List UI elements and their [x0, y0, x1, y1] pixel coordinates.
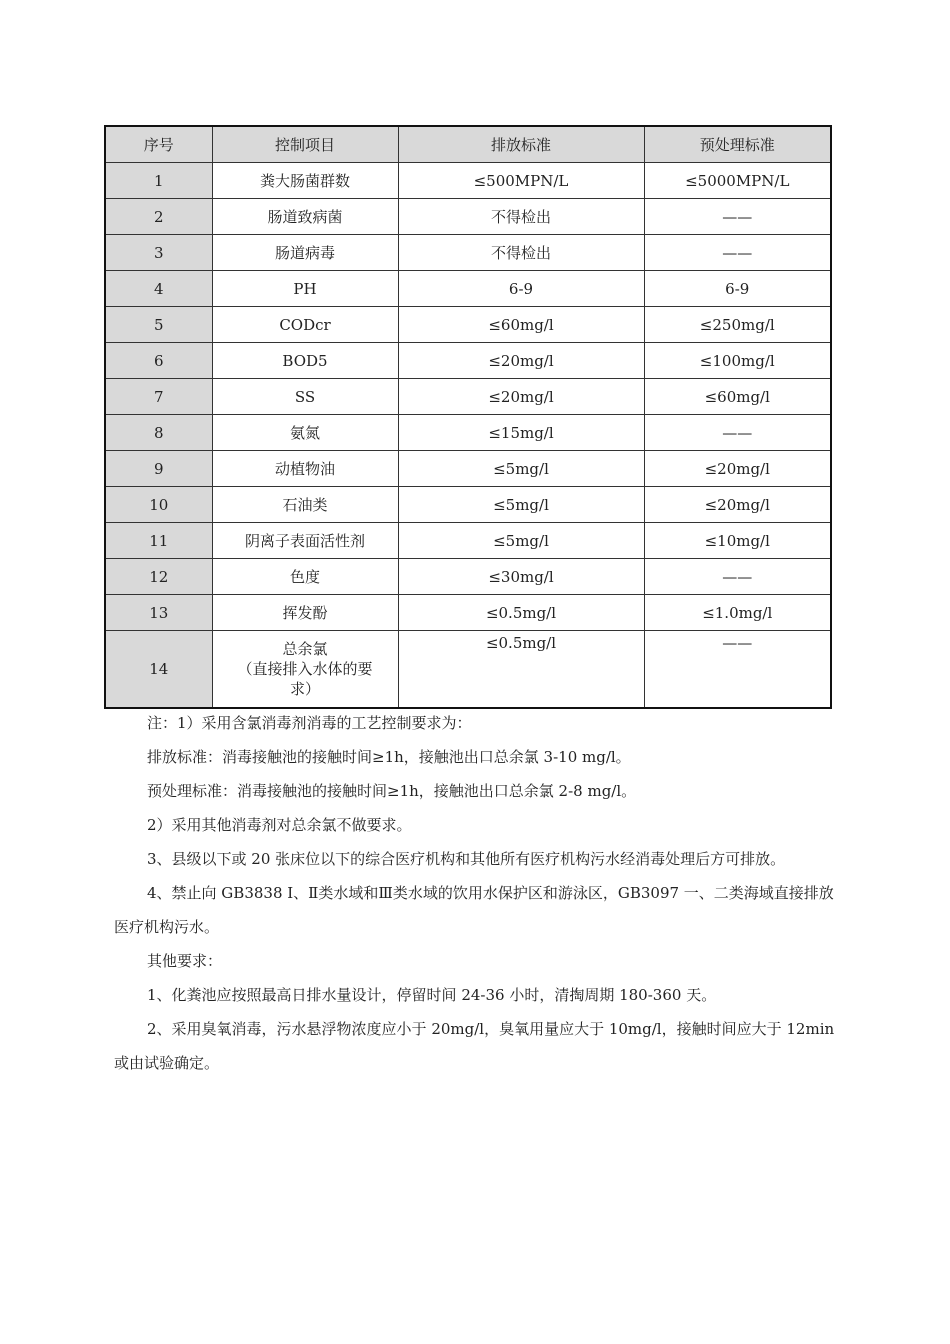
row-item: 粪大肠菌群数	[212, 163, 398, 199]
row-pretreatment: ——	[644, 631, 831, 709]
row-no: 8	[105, 415, 212, 451]
row-discharge: ≤5mg/l	[398, 523, 644, 559]
row-item: 色度	[212, 559, 398, 595]
row-pretreatment: ——	[644, 199, 831, 235]
table-row	[105, 199, 831, 235]
note-paragraph: 注：1）采用含氯消毒剂消毒的工艺控制要求为：	[147, 714, 472, 732]
row-item: 肠道致病菌	[212, 199, 398, 235]
row-discharge: ≤20mg/l	[398, 343, 644, 379]
row-no: 5	[105, 307, 212, 343]
notes-section	[114, 706, 840, 1080]
row-discharge: ≤15mg/l	[398, 415, 644, 451]
row-pretreatment: 6-9	[644, 271, 831, 307]
note-paragraph: 2、采用臭氧消毒，污水悬浮物浓度应小于 20mg/l，臭氧用量应大于 10mg/l，接触时间应大于 12min 或由试验确定。	[114, 1020, 835, 1072]
row-item: CODcr	[212, 307, 398, 343]
row-no: 10	[105, 487, 212, 523]
standards-table	[104, 125, 832, 709]
row-discharge: ≤30mg/l	[398, 559, 644, 595]
row-item: PH	[212, 271, 398, 307]
row-item-line: （直接排入水体的要	[237, 660, 373, 678]
row-item	[212, 631, 398, 709]
header-item: 控制项目	[212, 126, 398, 163]
row-no: 6	[105, 343, 212, 379]
row-no: 7	[105, 379, 212, 415]
row-item-line: 求）	[289, 680, 320, 698]
table-row	[105, 271, 831, 307]
row-pretreatment: ≤20mg/l	[644, 487, 831, 523]
table-row	[105, 163, 831, 199]
note-paragraph: 排放标准：消毒接触池的接触时间≥1h，接触池出口总余氯 3-10 mg/l。	[147, 748, 631, 766]
row-discharge: ≤5mg/l	[398, 487, 644, 523]
header-discharge: 排放标准	[398, 126, 644, 163]
row-item: 动植物油	[212, 451, 398, 487]
row-discharge: ≤60mg/l	[398, 307, 644, 343]
row-discharge: ≤0.5mg/l	[398, 631, 644, 709]
row-discharge: ≤5mg/l	[398, 451, 644, 487]
row-discharge: ≤20mg/l	[398, 379, 644, 415]
row-pretreatment: ——	[644, 415, 831, 451]
table-row	[105, 379, 831, 415]
table-row	[105, 631, 831, 709]
note-paragraph: 其他要求：	[147, 952, 223, 970]
note-paragraph: 1、化粪池应按照最高日排水量设计，停留时间 24-36 小时，清掏周期 180-360 天。	[147, 986, 717, 1004]
row-pretreatment: ——	[644, 559, 831, 595]
row-pretreatment: ≤20mg/l	[644, 451, 831, 487]
row-pretreatment: ≤5000MPN/L	[644, 163, 831, 199]
row-pretreatment: ≤100mg/l	[644, 343, 831, 379]
row-item: SS	[212, 379, 398, 415]
row-item: 挥发酚	[212, 595, 398, 631]
note-paragraph: 2）采用其他消毒剂对总余氯不做要求。	[147, 816, 412, 834]
note-paragraph: 3、县级以下或 20 张床位以下的综合医疗机构和其他所有医疗机构污水经消毒处理后方可排放。	[147, 850, 786, 868]
row-discharge: 不得检出	[398, 199, 644, 235]
table-row	[105, 487, 831, 523]
row-no: 9	[105, 451, 212, 487]
table-row	[105, 523, 831, 559]
row-pretreatment: ≤250mg/l	[644, 307, 831, 343]
table-header-row	[105, 126, 831, 163]
row-discharge: ≤500MPN/L	[398, 163, 644, 199]
row-no: 14	[105, 631, 212, 709]
table-row	[105, 595, 831, 631]
row-item: 氨氮	[212, 415, 398, 451]
note-paragraph: 预处理标准：消毒接触池的接触时间≥1h，接触池出口总余氯 2-8 mg/l。	[147, 782, 637, 800]
row-discharge: ≤0.5mg/l	[398, 595, 644, 631]
table-row	[105, 235, 831, 271]
row-pretreatment: ——	[644, 235, 831, 271]
note-paragraph: 4、禁止向 GB3838 Ⅰ、Ⅱ类水域和Ⅲ类水域的饮用水保护区和游泳区，GB3097 一、二类海域直接排放医疗机构污水。	[114, 884, 834, 936]
table-row	[105, 343, 831, 379]
table-row	[105, 451, 831, 487]
row-no: 4	[105, 271, 212, 307]
row-pretreatment: ≤60mg/l	[644, 379, 831, 415]
header-pretreatment: 预处理标准	[644, 126, 831, 163]
row-no: 2	[105, 199, 212, 235]
row-no: 11	[105, 523, 212, 559]
row-item: 阴离子表面活性剂	[212, 523, 398, 559]
table-row	[105, 307, 831, 343]
table-row	[105, 415, 831, 451]
row-pretreatment: ≤10mg/l	[644, 523, 831, 559]
row-no: 1	[105, 163, 212, 199]
table-row	[105, 559, 831, 595]
row-item: BOD5	[212, 343, 398, 379]
row-no: 13	[105, 595, 212, 631]
row-no: 3	[105, 235, 212, 271]
row-no: 12	[105, 559, 212, 595]
row-pretreatment: ≤1.0mg/l	[644, 595, 831, 631]
row-item: 肠道病毒	[212, 235, 398, 271]
row-discharge: 不得检出	[398, 235, 644, 271]
row-discharge: 6-9	[398, 271, 644, 307]
row-item: 石油类	[212, 487, 398, 523]
row-item-line: 总余氯	[282, 640, 328, 658]
header-no: 序号	[105, 126, 212, 163]
